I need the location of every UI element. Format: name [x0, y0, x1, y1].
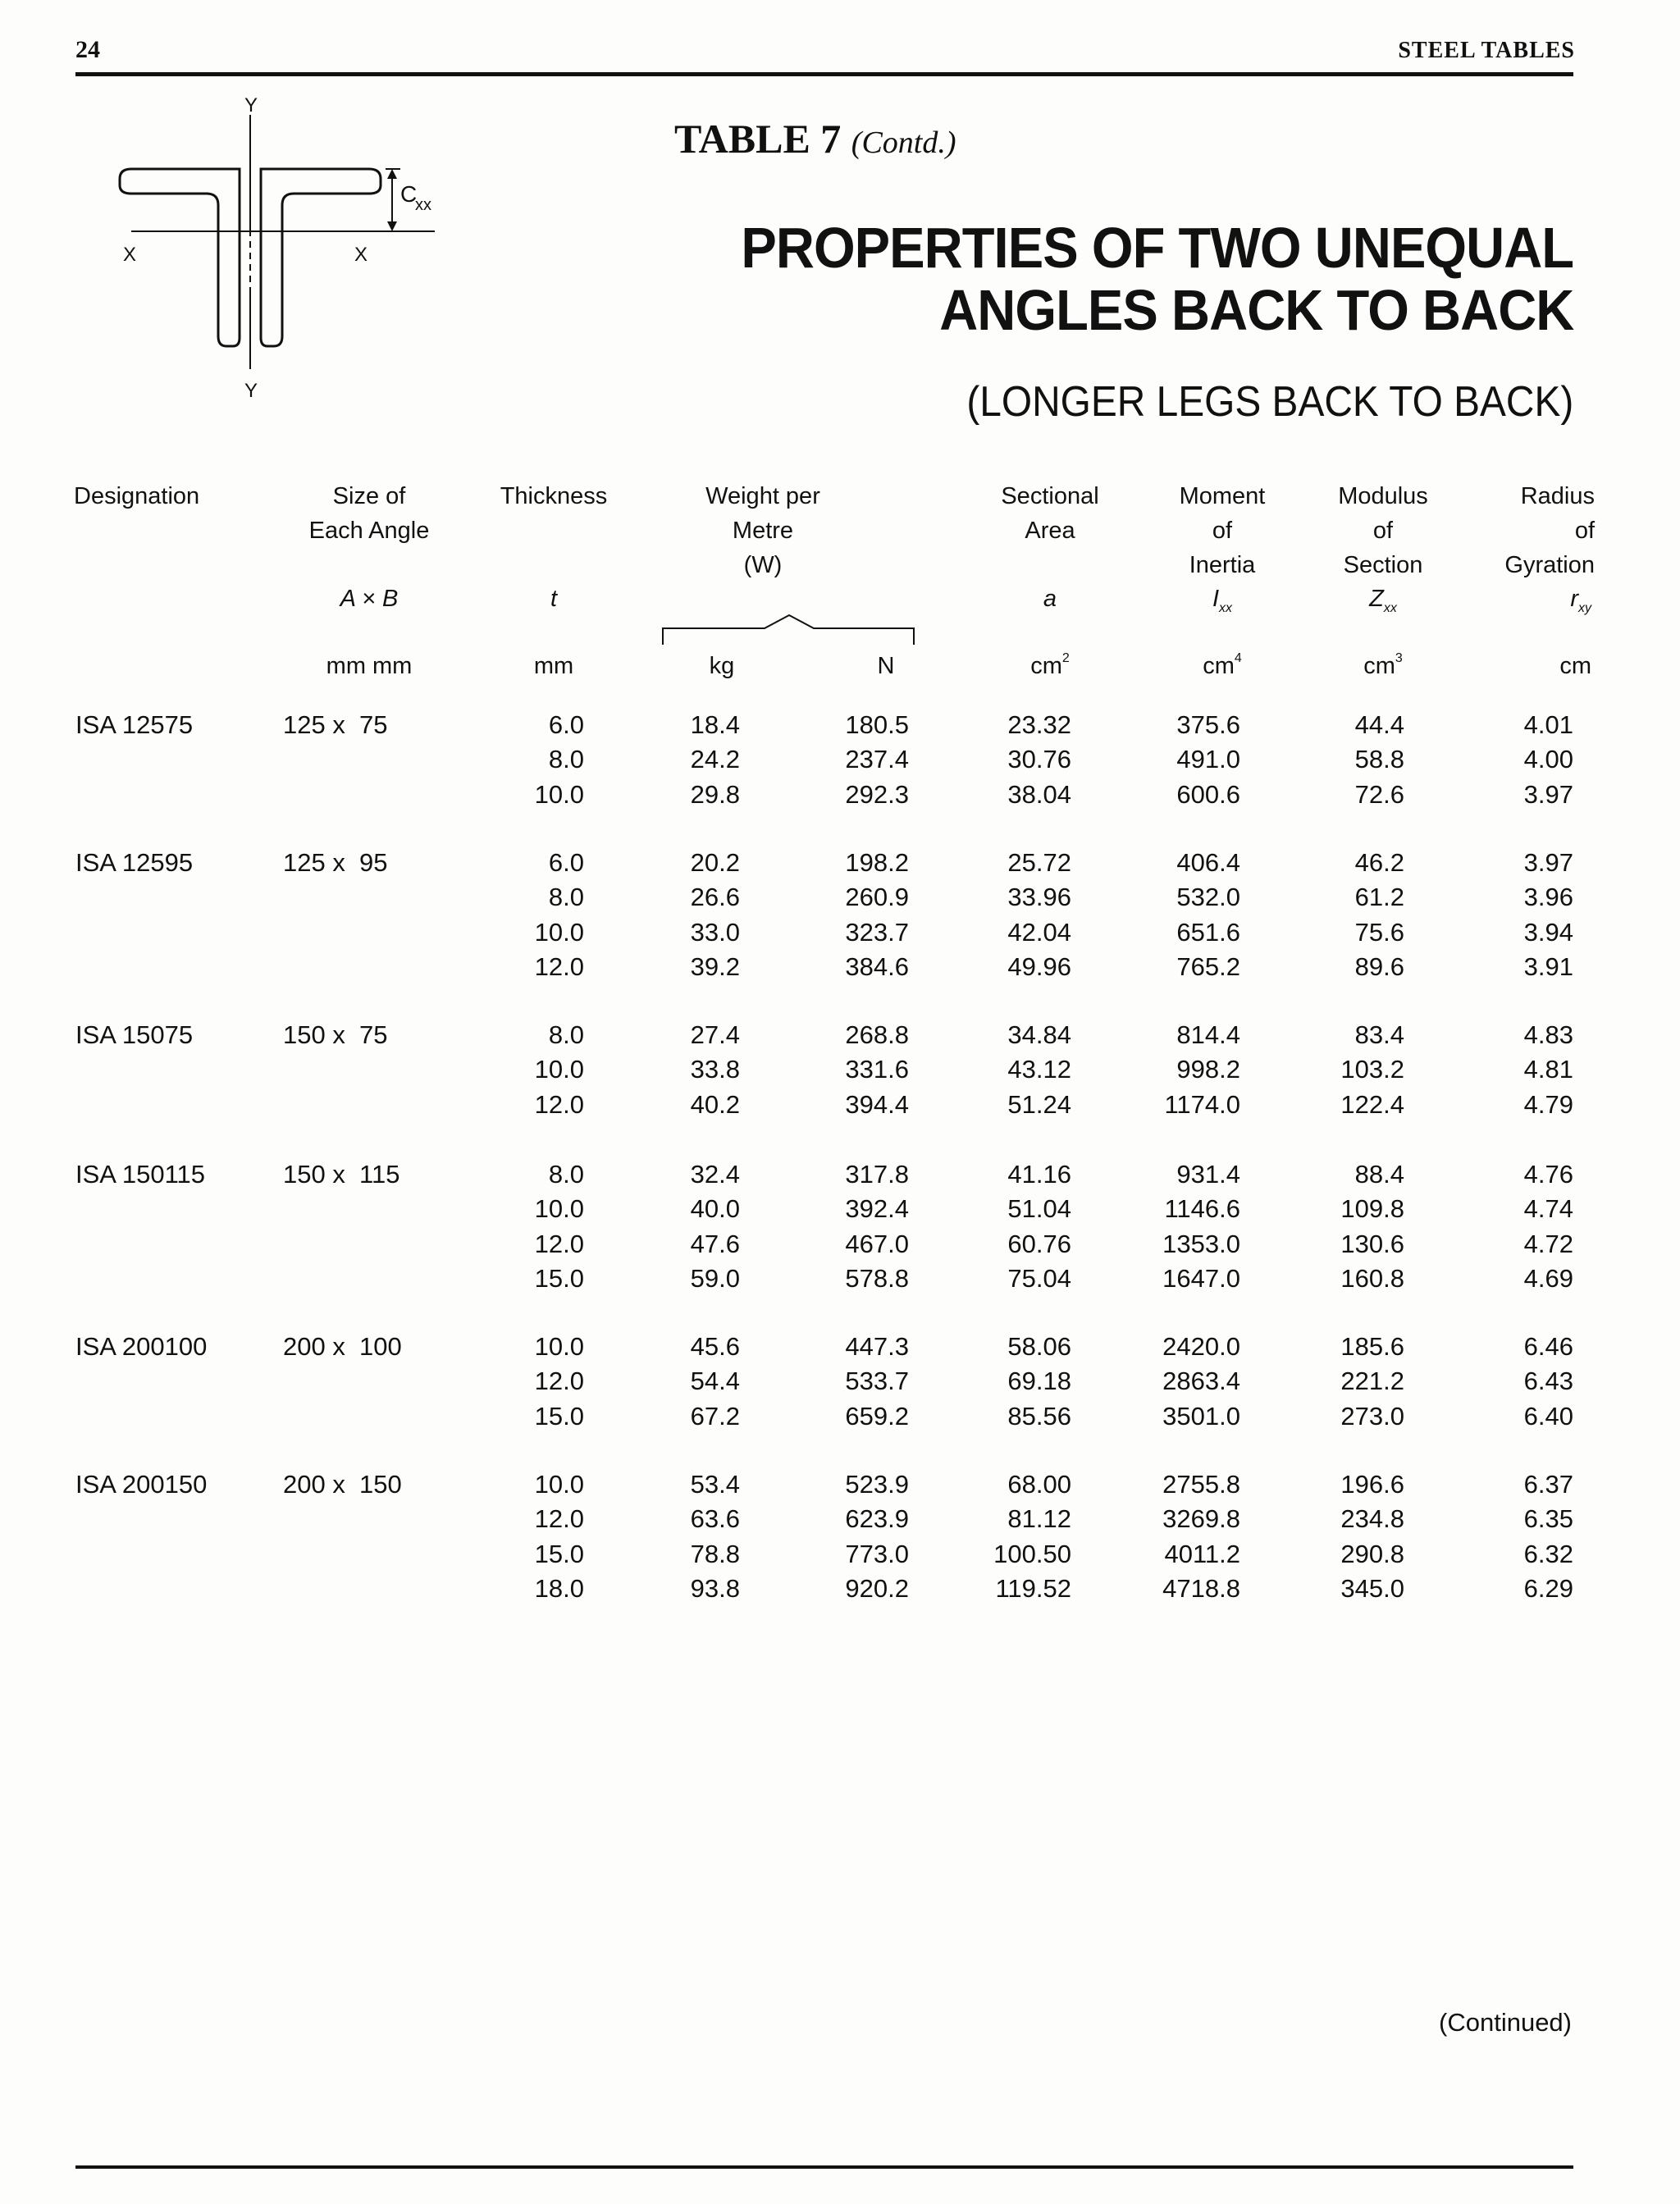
radius-of-gyration-cell: 4.72 [1523, 1229, 1573, 1258]
unit-thickness: mm [533, 653, 574, 679]
radius-of-gyration-cell: 3.96 [1523, 883, 1573, 912]
header-radius: Radius of Gyration [1504, 483, 1595, 578]
weight-kg-cell: 32.4 [690, 1160, 740, 1189]
thickness-cell: 10.0 [534, 1055, 584, 1084]
moment-of-inertia-cell: 3501.0 [1162, 1401, 1240, 1431]
unit-modulus [1350, 653, 1416, 680]
unit-moment-exp: 4 [1234, 651, 1242, 665]
size-cell: 125 x 95 [283, 848, 388, 877]
symbol-modulus-main: Z [1369, 586, 1384, 612]
weight-kg-cell: 40.0 [690, 1194, 740, 1224]
thickness-cell: 15.0 [534, 1401, 584, 1431]
weight-kg-cell: 54.4 [690, 1367, 740, 1396]
sectional-area-cell: 25.72 [1007, 848, 1071, 877]
weight-n-cell: 392.4 [845, 1194, 909, 1224]
modulus-of-section-cell: 345.0 [1340, 1573, 1404, 1603]
symbol-area: a [1043, 586, 1057, 612]
x-axis-label-right: X [354, 244, 368, 266]
symbol-size: A × B [340, 586, 399, 612]
weight-kg-cell: 47.6 [690, 1229, 740, 1258]
modulus-of-section-cell: 221.2 [1340, 1367, 1404, 1396]
symbol-moment [1194, 586, 1251, 616]
radius-of-gyration-cell: 3.94 [1523, 917, 1573, 947]
radius-of-gyration-cell: 4.69 [1523, 1263, 1573, 1293]
weight-kg-cell: 20.2 [690, 848, 740, 877]
thickness-cell: 18.0 [534, 1573, 584, 1603]
weight-brace [658, 607, 920, 648]
weight-kg-cell: 67.2 [690, 1401, 740, 1431]
symbol-moment-main: I [1212, 586, 1220, 612]
thickness-cell: 10.0 [534, 917, 584, 947]
thickness-cell: 10.0 [534, 1194, 584, 1224]
unit-radius: cm [1559, 653, 1591, 679]
subheading: (LONGER LEGS BACK TO BACK) [966, 378, 1573, 426]
sectional-area-cell: 38.04 [1007, 779, 1071, 809]
radius-of-gyration-cell: 4.01 [1523, 710, 1573, 739]
moment-of-inertia-cell: 4718.8 [1162, 1573, 1240, 1603]
modulus-of-section-cell: 83.4 [1354, 1020, 1404, 1049]
moment-of-inertia-cell: 765.2 [1176, 951, 1240, 981]
weight-n-cell: 384.6 [845, 951, 909, 981]
symbol-modulus [1354, 586, 1412, 616]
sectional-area-cell: 119.52 [995, 1573, 1071, 1603]
weight-kg-cell: 29.8 [690, 779, 740, 809]
weight-n-cell: 659.2 [845, 1401, 909, 1431]
radius-of-gyration-cell: 6.46 [1523, 1332, 1573, 1361]
symbol-modulus-sub: xx [1383, 600, 1397, 615]
moment-of-inertia-cell: 1146.6 [1164, 1194, 1240, 1224]
sectional-area-cell: 51.24 [1007, 1089, 1071, 1119]
modulus-of-section-cell: 44.4 [1354, 710, 1404, 739]
sectional-area-cell: 43.12 [1007, 1055, 1071, 1084]
header-thickness: Thickness [500, 483, 608, 509]
weight-kg-cell: 27.4 [690, 1020, 740, 1049]
weight-n-cell: 578.8 [845, 1263, 909, 1293]
cxx-subscript: xx [415, 196, 431, 214]
thickness-cell: 15.0 [534, 1539, 584, 1568]
weight-n-cell: 268.8 [845, 1020, 909, 1049]
radius-of-gyration-cell: 4.74 [1523, 1194, 1573, 1224]
unit-kg: kg [709, 653, 735, 679]
y-axis-label-top: Y [244, 97, 258, 116]
heading-line-2: ANGLES BACK TO BACK [938, 278, 1573, 342]
size-cell: 200 x 100 [283, 1332, 402, 1361]
thickness-cell: 8.0 [548, 1020, 584, 1049]
sectional-area-cell: 23.32 [1007, 710, 1071, 739]
unit-modulus-main: cm [1363, 653, 1395, 679]
moment-of-inertia-cell: 1353.0 [1162, 1229, 1240, 1258]
unit-area [1017, 653, 1083, 680]
radius-of-gyration-cell: 4.83 [1523, 1020, 1573, 1049]
modulus-of-section-cell: 122.4 [1340, 1089, 1404, 1119]
sectional-area-cell: 42.04 [1007, 917, 1071, 947]
bottom-rule [75, 2165, 1573, 2169]
designation-cell: ISA 200100 [75, 1332, 208, 1361]
weight-n-cell: 533.7 [845, 1367, 909, 1396]
weight-kg-cell: 45.6 [690, 1332, 740, 1361]
modulus-of-section-cell: 72.6 [1354, 779, 1404, 809]
moment-of-inertia-cell: 1174.0 [1164, 1089, 1240, 1119]
radius-of-gyration-cell: 3.97 [1523, 779, 1573, 809]
modulus-of-section-cell: 130.6 [1340, 1229, 1404, 1258]
weight-n-cell: 447.3 [845, 1332, 909, 1361]
sectional-area-cell: 41.16 [1007, 1160, 1071, 1189]
moment-of-inertia-cell: 375.6 [1176, 710, 1240, 739]
modulus-of-section-cell: 88.4 [1354, 1160, 1404, 1189]
symbol-thickness: t [550, 586, 558, 612]
unit-moment-main: cm [1203, 653, 1235, 679]
weight-n-cell: 323.7 [845, 917, 909, 947]
weight-kg-cell: 59.0 [690, 1263, 740, 1293]
radius-of-gyration-cell: 3.91 [1523, 951, 1573, 981]
weight-kg-cell: 33.0 [690, 917, 740, 947]
moment-of-inertia-cell: 2420.0 [1162, 1332, 1240, 1361]
radius-of-gyration-cell: 6.40 [1523, 1401, 1573, 1431]
sectional-area-cell: 60.76 [1007, 1229, 1071, 1258]
weight-kg-cell: 24.2 [690, 745, 740, 774]
moment-of-inertia-cell: 532.0 [1176, 883, 1240, 912]
thickness-cell: 8.0 [548, 883, 584, 912]
thickness-cell: 10.0 [534, 1470, 584, 1499]
header-weight: Weight per Metre (W) [705, 483, 820, 578]
running-head: STEEL TABLES [1398, 38, 1575, 63]
sectional-area-cell: 49.96 [1007, 951, 1071, 981]
moment-of-inertia-cell: 651.6 [1176, 917, 1240, 947]
modulus-of-section-cell: 196.6 [1340, 1470, 1404, 1499]
moment-of-inertia-cell: 814.4 [1176, 1020, 1240, 1049]
radius-of-gyration-cell: 6.29 [1523, 1573, 1573, 1603]
weight-kg-cell: 33.8 [690, 1055, 740, 1084]
weight-n-cell: 523.9 [845, 1470, 909, 1499]
unit-modulus-exp: 3 [1395, 651, 1403, 665]
sectional-area-cell: 34.84 [1007, 1020, 1071, 1049]
header-size: Size of Each Angle [308, 483, 430, 544]
radius-of-gyration-cell: 4.79 [1523, 1089, 1573, 1119]
weight-kg-cell: 93.8 [690, 1573, 740, 1603]
radius-of-gyration-cell: 6.35 [1523, 1504, 1573, 1534]
weight-n-cell: 180.5 [845, 710, 909, 739]
continued-note: (Continued) [1439, 2008, 1572, 2037]
thickness-cell: 12.0 [534, 1229, 584, 1258]
sectional-area-cell: 75.04 [1007, 1263, 1071, 1293]
thickness-cell: 6.0 [548, 848, 584, 877]
size-cell: 125 x 75 [283, 710, 388, 739]
header-area: Sectional Area [1001, 483, 1099, 544]
weight-n-cell: 331.6 [845, 1055, 909, 1084]
y-axis-label-bottom: Y [244, 380, 258, 402]
thickness-cell: 8.0 [548, 1160, 584, 1189]
designation-cell: ISA 15075 [75, 1020, 194, 1049]
weight-kg-cell: 18.4 [690, 710, 740, 739]
header-moment: Moment of Inertia [1179, 483, 1266, 578]
weight-n-cell: 317.8 [845, 1160, 909, 1189]
sectional-area-cell: 68.00 [1007, 1470, 1071, 1499]
weight-kg-cell: 63.6 [690, 1504, 740, 1534]
weight-n-cell: 773.0 [845, 1539, 909, 1568]
radius-of-gyration-cell: 6.43 [1523, 1367, 1573, 1396]
modulus-of-section-cell: 160.8 [1340, 1263, 1404, 1293]
symbol-moment-sub: xx [1219, 600, 1233, 615]
size-cell: 150 x 115 [283, 1160, 400, 1189]
sectional-area-cell: 33.96 [1007, 883, 1071, 912]
designation-cell: ISA 150115 [75, 1160, 206, 1189]
header-designation: Designation [74, 483, 200, 509]
thickness-cell: 6.0 [548, 710, 584, 739]
moment-of-inertia-cell: 2863.4 [1162, 1367, 1240, 1396]
unit-newton: N [877, 653, 895, 679]
unit-moment [1189, 653, 1255, 680]
modulus-of-section-cell: 290.8 [1340, 1539, 1404, 1568]
heading-line-1: PROPERTIES OF TWO UNEQUAL [741, 216, 1573, 280]
thickness-cell: 12.0 [534, 951, 584, 981]
weight-n-cell: 198.2 [845, 848, 909, 877]
modulus-of-section-cell: 273.0 [1340, 1401, 1404, 1431]
unit-area-main: cm [1030, 653, 1062, 679]
sectional-area-cell: 51.04 [1007, 1194, 1071, 1224]
radius-of-gyration-cell: 4.76 [1523, 1160, 1573, 1189]
radius-of-gyration-cell: 3.97 [1523, 848, 1573, 877]
weight-kg-cell: 26.6 [690, 883, 740, 912]
thickness-cell: 10.0 [534, 779, 584, 809]
weight-kg-cell: 53.4 [690, 1470, 740, 1499]
sectional-area-cell: 81.12 [1007, 1504, 1071, 1534]
modulus-of-section-cell: 109.8 [1340, 1194, 1404, 1224]
table-number: TABLE 7 [674, 116, 842, 162]
modulus-of-section-cell: 75.6 [1354, 917, 1404, 947]
size-cell: 200 x 150 [283, 1470, 402, 1499]
modulus-of-section-cell: 58.8 [1354, 745, 1404, 774]
weight-kg-cell: 39.2 [690, 951, 740, 981]
radius-of-gyration-cell: 4.00 [1523, 745, 1573, 774]
weight-n-cell: 237.4 [845, 745, 909, 774]
cxx-label: C [400, 181, 418, 207]
moment-of-inertia-cell: 1647.0 [1162, 1263, 1240, 1293]
designation-cell: ISA 12575 [75, 710, 194, 739]
thickness-cell: 15.0 [534, 1263, 584, 1293]
modulus-of-section-cell: 89.6 [1354, 951, 1404, 981]
table-contd: (Contd.) [851, 125, 956, 160]
designation-cell: ISA 12595 [75, 848, 194, 877]
table-title [674, 115, 956, 162]
radius-of-gyration-cell: 6.37 [1523, 1470, 1573, 1499]
radius-of-gyration-cell: 6.32 [1523, 1539, 1573, 1568]
thickness-cell: 12.0 [534, 1504, 584, 1534]
page-number: 24 [75, 36, 100, 63]
unit-area-exp: 2 [1061, 651, 1070, 665]
weight-n-cell: 920.2 [845, 1573, 909, 1603]
thickness-cell: 10.0 [534, 1332, 584, 1361]
modulus-of-section-cell: 185.6 [1340, 1332, 1404, 1361]
weight-n-cell: 467.0 [845, 1229, 909, 1258]
moment-of-inertia-cell: 931.4 [1176, 1160, 1240, 1189]
radius-of-gyration-cell: 4.81 [1523, 1055, 1573, 1084]
weight-n-cell: 260.9 [845, 883, 909, 912]
sectional-area-cell: 69.18 [1007, 1367, 1071, 1396]
weight-n-cell: 623.9 [845, 1504, 909, 1534]
size-cell: 150 x 75 [283, 1020, 388, 1049]
modulus-of-section-cell: 234.8 [1340, 1504, 1404, 1534]
moment-of-inertia-cell: 2755.8 [1162, 1470, 1240, 1499]
section-diagram [98, 97, 492, 417]
sectional-area-cell: 30.76 [1007, 745, 1071, 774]
moment-of-inertia-cell: 3269.8 [1162, 1504, 1240, 1534]
unit-size: mm mm [326, 653, 413, 679]
moment-of-inertia-cell: 600.6 [1176, 779, 1240, 809]
sectional-area-cell: 58.06 [1007, 1332, 1071, 1361]
sectional-area-cell: 100.50 [993, 1539, 1071, 1568]
modulus-of-section-cell: 61.2 [1354, 883, 1404, 912]
thickness-cell: 12.0 [534, 1367, 584, 1396]
weight-n-cell: 292.3 [845, 779, 909, 809]
top-rule [75, 72, 1573, 76]
modulus-of-section-cell: 46.2 [1354, 848, 1404, 877]
symbol-radius [1534, 586, 1591, 616]
symbol-radius-main: r [1570, 586, 1578, 612]
modulus-of-section-cell: 103.2 [1340, 1055, 1404, 1084]
designation-cell: ISA 200150 [75, 1470, 208, 1499]
weight-n-cell: 394.4 [845, 1089, 909, 1119]
moment-of-inertia-cell: 406.4 [1176, 848, 1240, 877]
thickness-cell: 8.0 [548, 745, 584, 774]
header-modulus: Modulus of Section [1338, 483, 1428, 578]
moment-of-inertia-cell: 4011.2 [1164, 1539, 1240, 1568]
sectional-area-cell: 85.56 [1007, 1401, 1071, 1431]
moment-of-inertia-cell: 998.2 [1176, 1055, 1240, 1084]
weight-kg-cell: 40.2 [690, 1089, 740, 1119]
x-axis-label-left: X [123, 244, 137, 266]
moment-of-inertia-cell: 491.0 [1176, 745, 1240, 774]
weight-kg-cell: 78.8 [690, 1539, 740, 1568]
thickness-cell: 12.0 [534, 1089, 584, 1119]
symbol-radius-sub: xy [1578, 600, 1591, 615]
